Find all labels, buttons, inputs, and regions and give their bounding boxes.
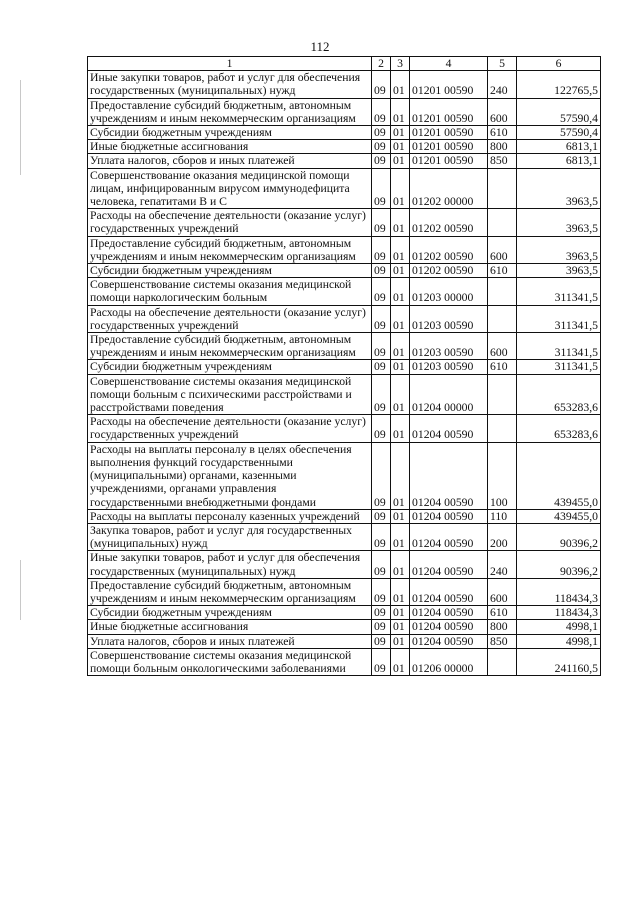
amount: 3963,5 [517,168,601,209]
expense-name: Предоставление субсидий бюджетным, автономным учреждениям и иным некоммерческим организациям [88,333,372,360]
expense-type-code: 610 [488,360,517,374]
expense-type-code: 800 [488,140,517,154]
expense-name: Уплата налогов, сборов и иных платежей [88,634,372,648]
subsection-code: 01 [391,648,410,675]
expense-name: Расходы на выплаты персоналу казенных учреждений [88,509,372,523]
target-article-code: 01203 00590 [410,305,488,332]
table-row [88,509,601,523]
section-code: 09 [372,278,391,305]
expense-type-code: 600 [488,578,517,605]
column-header: 4 [410,57,488,71]
page-number: 112 [310,39,330,54]
section-code: 09 [372,415,391,442]
amount: 311341,5 [517,333,601,360]
amount: 4998,1 [517,620,601,634]
expense-type-code [488,305,517,332]
amount: 653283,6 [517,415,601,442]
table-row [88,98,601,125]
target-article-code: 01206 00000 [410,648,488,675]
expense-name: Иные бюджетные ассигнования [88,620,372,634]
expense-name: Расходы на обеспечение деятельности (оказание услуг) государственных учреждений [88,415,372,442]
expense-type-code [488,209,517,236]
target-article-code: 01203 00000 [410,278,488,305]
section-code: 09 [372,236,391,263]
target-article-code: 01204 00000 [410,374,488,415]
section-code: 09 [372,264,391,278]
expense-name: Субсидии бюджетным учреждениям [88,360,372,374]
table-row [88,360,601,374]
section-code: 09 [372,360,391,374]
section-code: 09 [372,98,391,125]
amount: 4998,1 [517,634,601,648]
target-article-code: 01202 00590 [410,264,488,278]
target-article-code: 01203 00590 [410,360,488,374]
subsection-code: 01 [391,578,410,605]
amount: 57590,4 [517,98,601,125]
amount: 241160,5 [517,648,601,675]
amount: 90396,2 [517,551,601,578]
table-row [88,606,601,620]
section-code: 09 [372,606,391,620]
table-row [88,209,601,236]
target-article-code: 01202 00000 [410,168,488,209]
subsection-code: 01 [391,305,410,332]
expense-name: Иные бюджетные ассигнования [88,140,372,154]
subsection-code: 01 [391,634,410,648]
expense-type-code [488,415,517,442]
expense-type-code [488,168,517,209]
subsection-code: 01 [391,168,410,209]
target-article-code: 01204 00590 [410,509,488,523]
table-row [88,333,601,360]
expense-type-code: 100 [488,442,517,509]
section-code: 09 [372,305,391,332]
amount: 122765,5 [517,71,601,98]
expense-name: Уплата налогов, сборов и иных платежей [88,154,372,168]
amount: 6813,1 [517,140,601,154]
subsection-code: 01 [391,374,410,415]
subsection-code: 01 [391,264,410,278]
subsection-code: 01 [391,71,410,98]
expense-type-code [488,374,517,415]
expense-type-code [488,648,517,675]
table-body [88,71,601,676]
header-row [88,57,601,71]
subsection-code: 01 [391,333,410,360]
amount: 57590,4 [517,126,601,140]
expense-type-code: 800 [488,620,517,634]
subsection-code: 01 [391,236,410,263]
target-article-code: 01201 00590 [410,154,488,168]
section-code: 09 [372,71,391,98]
expense-type-code: 600 [488,236,517,263]
target-article-code: 01204 00590 [410,523,488,550]
table-row [88,648,601,675]
target-article-code: 01204 00590 [410,620,488,634]
target-article-code: 01204 00590 [410,578,488,605]
expense-type-code: 600 [488,98,517,125]
subsection-code: 01 [391,209,410,236]
subsection-code: 01 [391,620,410,634]
scan-edge-mark [20,560,21,620]
amount: 311341,5 [517,278,601,305]
budget-table [87,56,601,676]
section-code: 09 [372,648,391,675]
table-row [88,415,601,442]
expense-type-code: 850 [488,634,517,648]
amount: 311341,5 [517,305,601,332]
amount: 90396,2 [517,523,601,550]
subsection-code: 01 [391,606,410,620]
amount: 439455,0 [517,509,601,523]
expense-name: Предоставление субсидий бюджетным, автономным учреждениям и иным некоммерческим организациям [88,98,372,125]
table-row [88,374,601,415]
subsection-code: 01 [391,140,410,154]
target-article-code: 01204 00590 [410,551,488,578]
section-code: 09 [372,168,391,209]
section-code: 09 [372,140,391,154]
subsection-code: 01 [391,360,410,374]
expense-type-code: 850 [488,154,517,168]
section-code: 09 [372,509,391,523]
target-article-code: 01202 00590 [410,236,488,263]
expense-name: Расходы на обеспечение деятельности (оказание услуг) государственных учреждений [88,305,372,332]
target-article-code: 01202 00590 [410,209,488,236]
section-code: 09 [372,523,391,550]
expense-name: Предоставление субсидий бюджетным, автономным учреждениям и иным некоммерческим организациям [88,236,372,263]
expense-name: Субсидии бюджетным учреждениям [88,606,372,620]
expense-name: Совершенствование системы оказания медицинской помощи наркологическим больным [88,278,372,305]
subsection-code: 01 [391,154,410,168]
expense-name: Расходы на выплаты персоналу в целях обеспечения выполнения функций государственными (муниципальными) органами, казенными учреждениями, органами управления государственными внебюджетными фондами [88,442,372,509]
expense-name: Иные закупки товаров, работ и услуг для обеспечения государственных (муниципальных) нужд [88,71,372,98]
expense-type-code [488,278,517,305]
amount: 6813,1 [517,154,601,168]
subsection-code: 01 [391,442,410,509]
target-article-code: 01204 00590 [410,442,488,509]
section-code: 09 [372,209,391,236]
table-row [88,305,601,332]
column-header: 6 [517,57,601,71]
subsection-code: 01 [391,523,410,550]
target-article-code: 01201 00590 [410,71,488,98]
target-article-code: 01204 00590 [410,634,488,648]
amount: 118434,3 [517,606,601,620]
section-code: 09 [372,578,391,605]
table-row [88,236,601,263]
section-code: 09 [372,374,391,415]
expense-type-code: 240 [488,551,517,578]
expense-name: Закупка товаров, работ и услуг для государственных (муниципальных) нужд [88,523,372,550]
amount: 311341,5 [517,360,601,374]
target-article-code: 01201 00590 [410,126,488,140]
target-article-code: 01204 00590 [410,415,488,442]
subsection-code: 01 [391,126,410,140]
table-row [88,620,601,634]
amount: 3963,5 [517,264,601,278]
target-article-code: 01203 00590 [410,333,488,360]
subsection-code: 01 [391,415,410,442]
expense-name: Субсидии бюджетным учреждениям [88,264,372,278]
target-article-code: 01201 00590 [410,140,488,154]
expense-type-code: 610 [488,606,517,620]
target-article-code: 01204 00590 [410,606,488,620]
expense-name: Предоставление субсидий бюджетным, автономным учреждениям и иным некоммерческим организациям [88,578,372,605]
amount: 653283,6 [517,374,601,415]
column-header: 5 [488,57,517,71]
table-row [88,278,601,305]
table-row [88,264,601,278]
subsection-code: 01 [391,98,410,125]
expense-name: Совершенствование системы оказания медицинской помощи больным с психическими расстройствами и расстройствами поведения [88,374,372,415]
expense-type-code: 610 [488,264,517,278]
expense-name: Иные закупки товаров, работ и услуг для обеспечения государственных (муниципальных) нужд [88,551,372,578]
subsection-code: 01 [391,509,410,523]
subsection-code: 01 [391,551,410,578]
expense-type-code: 600 [488,333,517,360]
table-row [88,71,601,98]
section-code: 09 [372,551,391,578]
amount: 3963,5 [517,209,601,236]
section-code: 09 [372,333,391,360]
amount: 3963,5 [517,236,601,263]
expense-type-code: 240 [488,71,517,98]
expense-name: Совершенствование оказания медицинской помощи лицам, инфицированным вирусом иммунодефицита человека, гепатитами В и С [88,168,372,209]
table-row [88,442,601,509]
table-row [88,551,601,578]
section-code: 09 [372,634,391,648]
column-header: 2 [372,57,391,71]
section-code: 09 [372,126,391,140]
amount: 439455,0 [517,442,601,509]
section-code: 09 [372,620,391,634]
expense-type-code: 610 [488,126,517,140]
table-row [88,126,601,140]
table-row [88,140,601,154]
column-header: 1 [88,57,372,71]
expense-type-code: 200 [488,523,517,550]
expense-type-code: 110 [488,509,517,523]
table-row [88,578,601,605]
scan-edge-mark [20,80,21,175]
subsection-code: 01 [391,278,410,305]
expense-name: Расходы на обеспечение деятельности (оказание услуг) государственных учреждений [88,209,372,236]
amount: 118434,3 [517,578,601,605]
expense-name: Совершенствование системы оказания медицинской помощи больным онкологическими заболеваниями [88,648,372,675]
section-code: 09 [372,154,391,168]
table-row [88,154,601,168]
column-header: 3 [391,57,410,71]
table-row [88,523,601,550]
target-article-code: 01201 00590 [410,98,488,125]
section-code: 09 [372,442,391,509]
table-row [88,168,601,209]
table-row [88,634,601,648]
expense-name: Субсидии бюджетным учреждениям [88,126,372,140]
